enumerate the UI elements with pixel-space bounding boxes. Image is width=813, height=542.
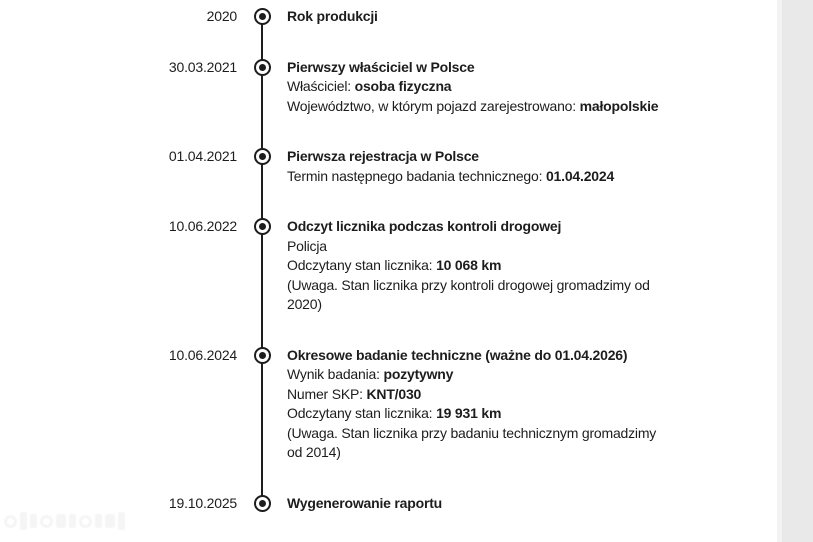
timeline-event xyxy=(0,7,813,27)
event-details xyxy=(287,167,813,187)
event-content xyxy=(287,494,813,514)
detail-label: Numer SKP: xyxy=(287,385,367,402)
event-date: 30.03.2021 xyxy=(168,58,237,75)
watermark-glyph xyxy=(95,514,102,528)
event-content xyxy=(287,7,813,27)
detail-label: Województwo, w którym pojazd zarejestrowano: xyxy=(287,97,580,114)
event-title: Wygenerowanie raportu xyxy=(287,494,443,511)
detail-label: Odczytany stan licznika: xyxy=(287,257,437,273)
event-date: 10.06.2024 xyxy=(168,346,237,363)
event-detail-line xyxy=(287,167,813,187)
detail-value: osoba fizyczna xyxy=(354,78,452,94)
right-edge-panel xyxy=(777,0,813,542)
event-content xyxy=(287,58,813,117)
event-detail-line xyxy=(287,404,813,424)
detail-value: 01.04.2024 xyxy=(545,167,615,184)
event-content xyxy=(287,346,813,463)
event-dot-cell xyxy=(237,217,287,235)
timeline-dot xyxy=(254,347,271,364)
timeline-dot xyxy=(254,148,271,165)
event-content xyxy=(287,147,813,186)
watermark-glyph xyxy=(30,514,37,528)
event-dot-cell xyxy=(237,147,287,165)
watermark-glyph xyxy=(79,515,92,528)
event-details xyxy=(287,365,813,463)
watermark-glyph xyxy=(56,514,66,528)
event-dot-cell xyxy=(237,7,287,25)
timeline-event xyxy=(0,346,813,463)
detail-value: 10 068 km xyxy=(436,257,502,273)
timeline-dot xyxy=(254,495,271,512)
timeline-event xyxy=(0,217,813,315)
watermark-glyph xyxy=(40,515,53,528)
event-content xyxy=(287,217,813,315)
event-date: 19.10.2025 xyxy=(168,494,237,511)
event-date: 10.06.2022 xyxy=(168,218,237,234)
event-title: Pierwszy właściciel w Polsce xyxy=(287,58,475,75)
watermark-glyph xyxy=(69,514,76,528)
event-detail-line xyxy=(287,77,813,97)
timeline-event xyxy=(0,147,813,186)
detail-value: małopolskie xyxy=(579,97,659,114)
watermark-logo xyxy=(4,509,136,533)
event-detail-line xyxy=(287,385,813,405)
event-detail-line xyxy=(287,97,813,117)
detail-label: Wynik badania: xyxy=(287,366,384,382)
event-detail-line: Policja xyxy=(287,237,327,254)
event-title: Pierwsza rejestracja w Polsce xyxy=(287,148,479,164)
watermark-glyph xyxy=(105,514,115,528)
detail-value: KNT/030 xyxy=(366,385,422,402)
event-details xyxy=(287,237,813,315)
event-title: Rok produkcji xyxy=(287,8,378,24)
timeline-connector-line xyxy=(261,17,263,504)
watermark-glyph xyxy=(118,512,125,530)
timeline-dot xyxy=(254,218,271,235)
event-dot-cell xyxy=(237,494,287,512)
event-note: (Uwaga. Stan licznika przy kontroli drogowej gromadzimy od 2020) xyxy=(287,276,650,312)
event-detail-line xyxy=(287,256,813,276)
event-date: 01.04.2021 xyxy=(168,148,237,164)
event-date: 2020 xyxy=(206,8,237,24)
event-note: (Uwaga. Stan licznika przy badaniu technicznym gromadzimy od 2014) xyxy=(287,424,657,460)
detail-value: pozytywny xyxy=(383,366,454,382)
event-detail-line xyxy=(287,365,813,385)
event-details xyxy=(287,77,813,116)
event-dot-cell xyxy=(237,58,287,76)
timeline-event xyxy=(0,58,813,117)
event-dot-cell xyxy=(237,346,287,364)
detail-label: Termin następnego badania technicznego: xyxy=(287,167,546,184)
event-title: Odczyt licznika podczas kontroli drogowej xyxy=(287,218,562,234)
detail-value: 19 931 km xyxy=(436,405,502,421)
timeline-dot xyxy=(254,59,271,76)
watermark-glyph xyxy=(20,512,27,530)
timeline-dot xyxy=(254,8,271,25)
event-title: Okresowe badanie techniczne (ważne do 01.04.2026) xyxy=(287,346,628,363)
watermark-glyph xyxy=(4,515,17,528)
detail-label: Odczytany stan licznika: xyxy=(287,405,437,421)
detail-label: Właściciel: xyxy=(287,78,355,94)
